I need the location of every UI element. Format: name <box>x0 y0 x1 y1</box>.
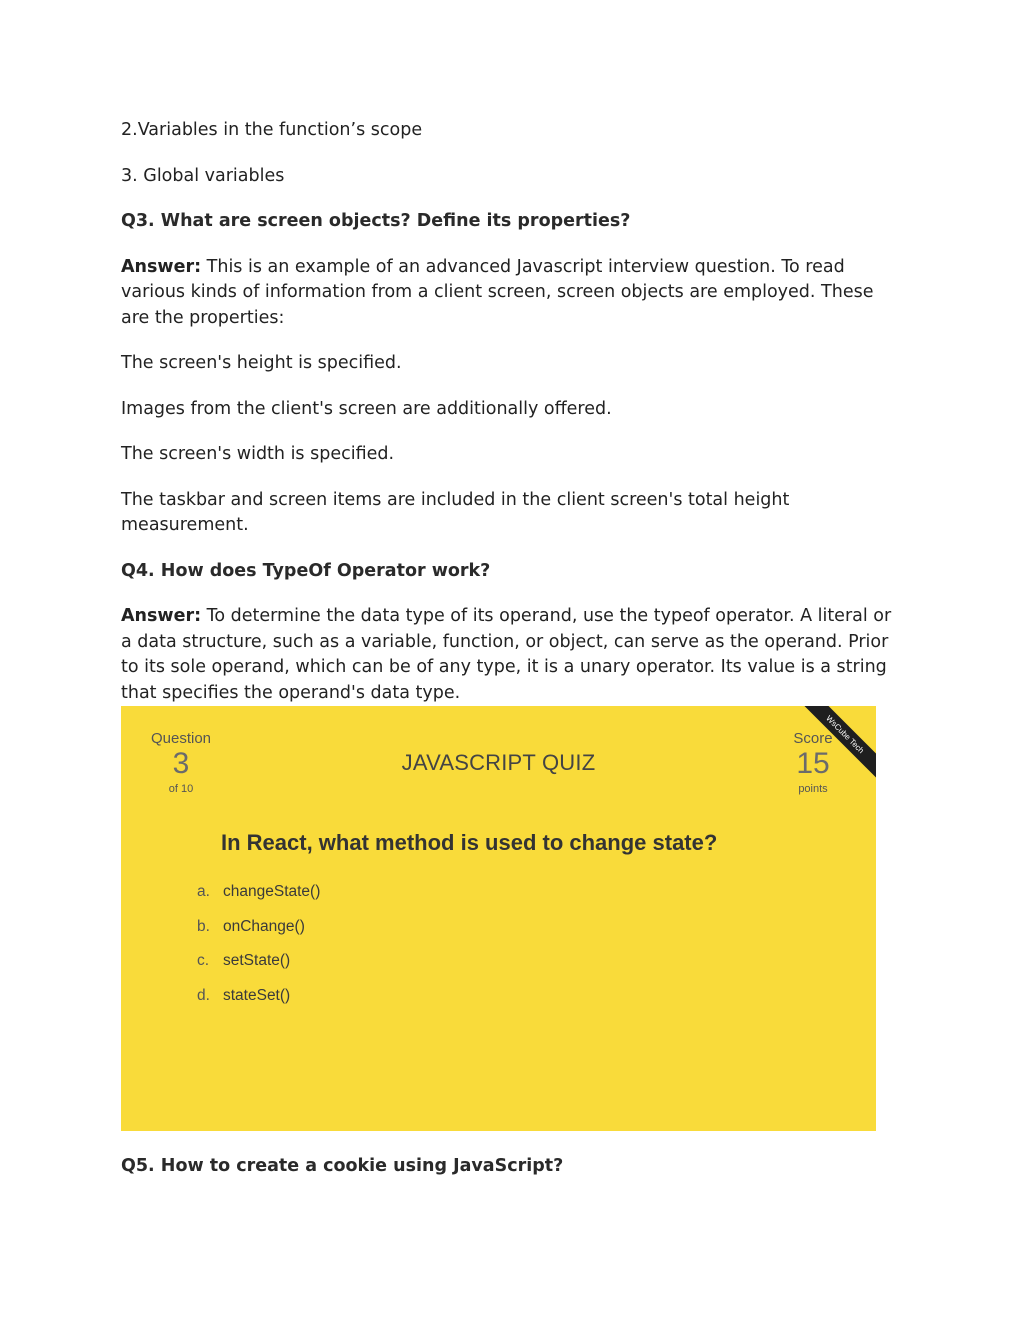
quiz-option-b <box>197 915 320 950</box>
option-letter: d. <box>197 986 210 1004</box>
question-counter <box>139 730 223 795</box>
question-counter-total: of 10 <box>168 783 194 795</box>
property-height: The screen's height is specified. <box>121 353 402 373</box>
answer-text: This is an example of an advanced Javascript interview question. To read various kinds of information from a client screen, screen objects are employed. These are the properties: <box>121 256 874 328</box>
quiz-options <box>197 880 320 1018</box>
document-body <box>121 118 901 726</box>
option-text: setState() <box>223 952 291 969</box>
quiz-option-c <box>197 949 320 984</box>
property-width: The screen's width is specified. <box>121 444 395 464</box>
answer-paragraph-q4 <box>121 604 901 706</box>
quiz-question: In React, what method is used to change state? <box>221 830 718 855</box>
score-counter-unit: points <box>798 783 828 795</box>
question-heading-q5: Q5. How to create a cookie using JavaScript? <box>121 1156 564 1176</box>
option-text: changeState() <box>223 883 321 900</box>
option-text: onChange() <box>223 917 305 935</box>
quiz-option-d <box>197 984 320 1019</box>
quiz-title: JAVASCRIPT QUIZ <box>401 750 596 775</box>
quiz-option-a <box>197 880 320 915</box>
question-heading-q4: Q4. How does TypeOf Operator work? <box>121 560 491 581</box>
option-text: stateSet() <box>223 986 291 1004</box>
question-heading-q3: Q3. What are screen objects? Define its properties? <box>121 211 631 231</box>
score-counter-label: Score <box>793 730 833 747</box>
quiz-image <box>121 706 876 1131</box>
answer-label: Answer: <box>121 256 202 277</box>
document-body-continued <box>121 1154 901 1200</box>
list-item-function-scope: 2.Variables in the function’s scope <box>121 120 423 140</box>
question-counter-number: 3 <box>172 747 190 780</box>
list-item-global-variables: 3. Global variables <box>121 165 285 186</box>
score-counter-value: 15 <box>796 747 830 780</box>
question-counter-label: Question <box>150 730 212 747</box>
property-images: Images from the client's screen are additionally offered. <box>121 398 612 419</box>
answer-paragraph-q3 <box>121 255 901 332</box>
option-letter: b. <box>197 917 210 935</box>
brand-ribbon: WsCube Tech <box>793 706 876 786</box>
option-letter: c. <box>197 952 210 969</box>
answer-text: To determine the data type of its operand, use the typeof operator. A literal or a data structure, such as a variable, function, or object, can serve as the operand. Prior to its sole operand, which can be of any type, it is a unary operator. Its value is a string that specifies the operand's data type. <box>121 606 892 703</box>
answer-label: Answer: <box>121 606 202 626</box>
property-total-height: The taskbar and screen items are included in the client screen's total height measurement. <box>121 489 790 535</box>
option-letter: a. <box>197 883 210 900</box>
